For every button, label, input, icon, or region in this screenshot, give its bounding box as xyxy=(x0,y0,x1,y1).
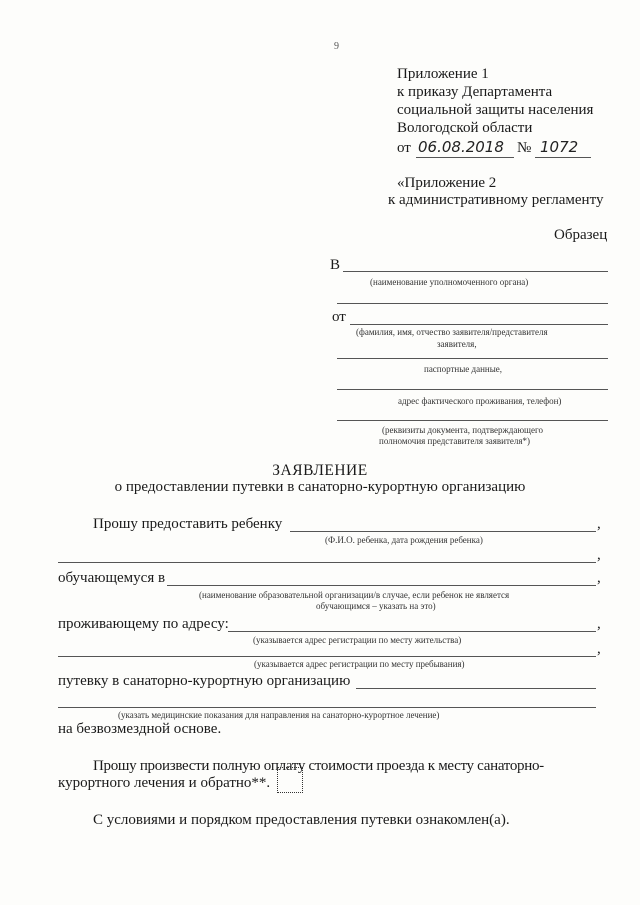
living-at-label: проживающему по адресу: xyxy=(58,616,229,632)
travel-request-line2: курортного лечения и обратно**. xyxy=(58,775,271,791)
appendix2-line1: «Приложение 2 xyxy=(397,175,497,191)
rep-caption-1: (реквизиты документа, подтверждающего xyxy=(382,425,543,435)
address-reg-line xyxy=(228,631,596,632)
address-stay-line xyxy=(58,656,596,657)
school-caption-2: обучающимся – указать на это) xyxy=(316,601,436,611)
child-line-comma: , xyxy=(597,516,601,532)
page-number: 9 xyxy=(334,41,339,52)
appendix1-line2: к приказу Департамента xyxy=(397,84,553,100)
from-caption-1: (фамилия, имя, отчество заявителя/представителя xyxy=(356,327,548,337)
from-prefix: от xyxy=(332,309,346,325)
travel-request-line1: Прошу произвести полную оплату стоимости проезда к месту санаторно- xyxy=(93,758,544,774)
appendix1-number-value: 1072 xyxy=(540,138,579,156)
appendix1-date-value: 06.08.2018 xyxy=(418,138,504,156)
stay-caption: (указывается адрес регистрации по месту пребывания) xyxy=(254,659,465,669)
child-line xyxy=(290,531,596,532)
from-line xyxy=(350,324,608,325)
request-child-label: Прошу предоставить ребенку xyxy=(93,516,283,532)
voucher-label: путевку в санаторно-курортную организацию xyxy=(58,673,351,689)
appendix1-number-line xyxy=(535,157,591,158)
address-line xyxy=(337,389,608,390)
sample-label: Образец xyxy=(554,227,608,243)
document-title: ЗАЯВЛЕНИЕ xyxy=(272,462,368,479)
medical-line-2 xyxy=(58,707,596,708)
appendix1-number-prefix: № xyxy=(517,140,532,156)
rep-caption-2: полномочия представителя заявителя*) xyxy=(379,436,531,446)
rep-line xyxy=(337,420,608,421)
medical-line-1 xyxy=(356,688,596,689)
address-caption: адрес фактического проживания, телефон) xyxy=(398,396,562,406)
from-caption-2: заявителя, xyxy=(437,339,477,349)
to-prefix: В xyxy=(330,257,341,273)
to-line xyxy=(343,271,608,272)
address-stay-comma: , xyxy=(597,641,601,657)
child-line-2-comma: , xyxy=(597,547,601,563)
travel-checkbox[interactable] xyxy=(277,767,303,793)
conditions-text: С условиями и порядком предоставления путевки ознакомлен(а). xyxy=(93,812,510,828)
reg-caption: (указывается адрес регистрации по месту жительства) xyxy=(253,635,462,645)
appendix1-date-prefix: от xyxy=(397,140,411,156)
appendix1-line1: Приложение 1 xyxy=(397,66,489,82)
child-caption: (Ф.И.О. ребенка, дата рождения ребенка) xyxy=(325,535,483,545)
school-line xyxy=(167,585,596,586)
address-reg-comma: , xyxy=(597,616,601,632)
passport-line xyxy=(337,358,608,359)
school-line-comma: , xyxy=(597,570,601,586)
document-subtitle: о предоставлении путевки в санаторно-курортную организацию xyxy=(114,479,526,495)
medical-caption: (указать медицинские показания для направления на санаторно-курортное лечение) xyxy=(118,710,440,720)
school-caption-1: (наименование образовательной организации/в случае, если ребенок не является xyxy=(199,590,510,600)
to-caption: (наименование уполномоченного органа) xyxy=(370,277,529,287)
appendix1-date-line xyxy=(416,157,514,158)
appendix1-line3: социальной защиты населения xyxy=(397,102,594,118)
free-basis-text: на безвозмездной основе. xyxy=(58,721,222,737)
appendix1-line4: Вологодской области xyxy=(397,120,533,136)
studying-in-label: обучающемуся в xyxy=(58,570,166,586)
child-line-2 xyxy=(58,562,596,563)
to-line-2 xyxy=(337,303,608,304)
appendix2-line2: к административному регламенту xyxy=(388,192,604,208)
passport-caption: паспортные данные, xyxy=(424,364,503,374)
